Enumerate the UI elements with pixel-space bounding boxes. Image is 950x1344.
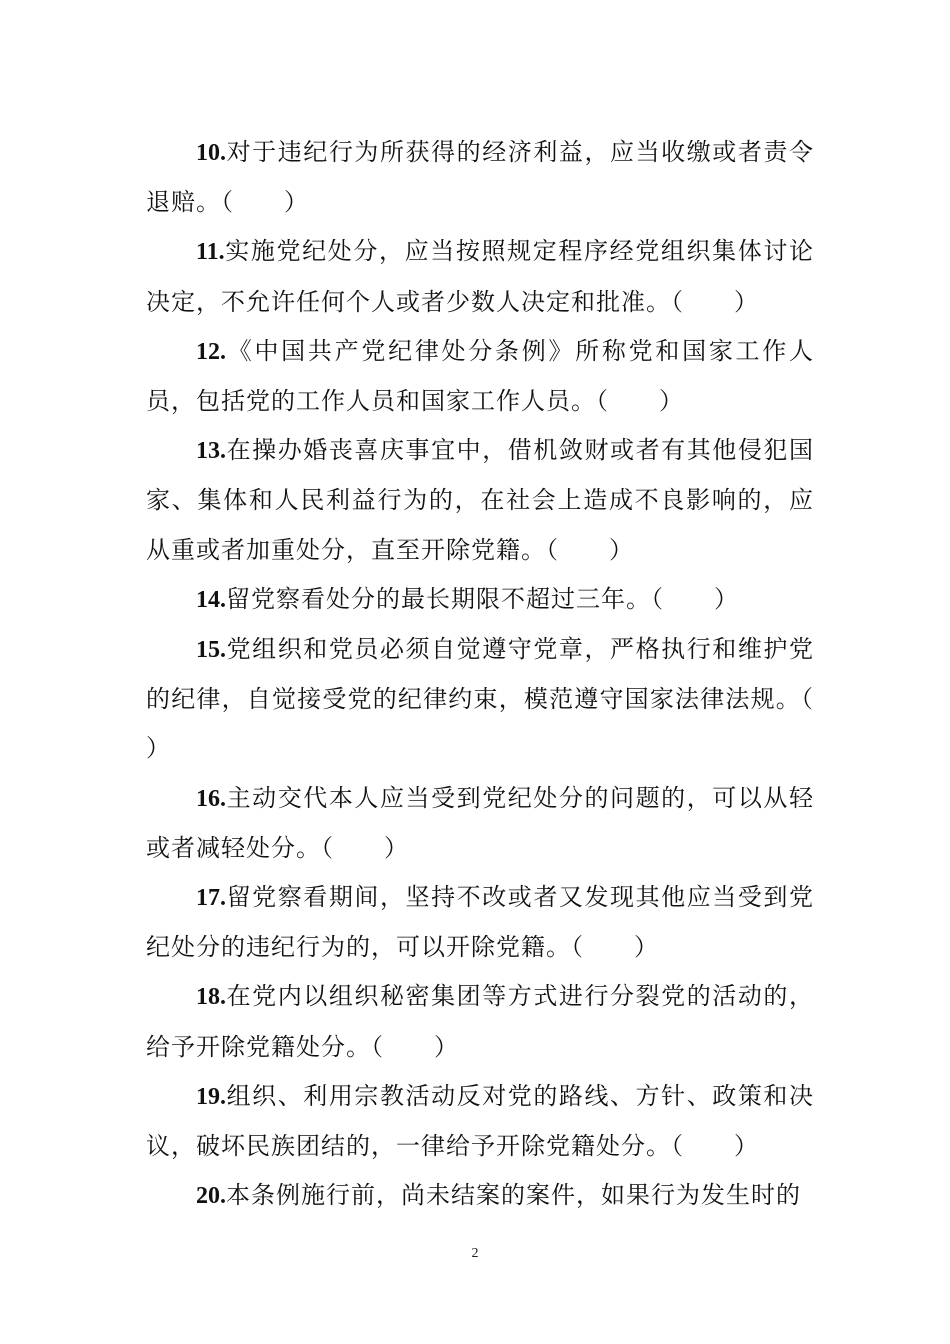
question-number: 20. [196,1183,226,1210]
question-17 [146,873,814,972]
question-16 [146,774,814,873]
question-19 [146,1072,814,1171]
question-18 [146,972,814,1071]
question-text: 在党内以组织秘密集团等方式进行分裂党的活动的，给予开除党籍处分。（ ） [146,982,814,1061]
question-text: 《中国共产党纪律处分条例》所称党和国家工作人员，包括党的工作人员和国家工作人员。（ ） [146,336,814,416]
question-text: 在操办婚丧喜庆事宜中，借机敛财或者有其他侵犯国家、集体和人民利益行为的，在社会上造成不良影响的，应从重或者加重处分，直至开除党籍。（ ） [146,436,814,564]
question-text: 本条例施行前，尚未结案的案件，如果行为发生时的 [226,1181,801,1210]
question-13 [146,426,814,575]
question-number: 16. [196,785,226,812]
question-number: 14. [196,586,226,613]
question-number: 12. [196,338,226,365]
question-20 [146,1171,814,1221]
question-text: 实施党纪处分，应当按照规定程序经党组织集体讨论决定，不允许任何个人或者少数人决定和批准。（ ） [146,237,814,316]
question-text: 组织、利用宗教活动反对党的路线、方针、政策和决议，破坏民族团结的，一律给予开除党籍处分。（ ） [146,1081,814,1161]
question-text: 留党察看期间，坚持不改或者又发现其他应当受到党纪处分的违纪行为的，可以开除党籍。（ ） [146,883,814,962]
question-number: 11. [196,239,225,266]
question-12 [146,327,814,426]
page-number: 2 [471,1246,479,1261]
question-text: 党组织和党员必须自觉遵守党章，严格执行和维护党的纪律，自觉接受党的纪律约束，模范遵守国家法律法规。（ ） [146,635,864,763]
question-number: 10. [196,140,226,166]
question-number: 19. [196,1083,226,1110]
question-10 [146,128,814,227]
question-number: 15. [196,637,226,664]
question-list [146,128,864,1221]
question-text: 留党察看处分的最长期限不超过三年。（ ） [226,584,739,613]
question-number: 17. [196,885,226,912]
question-number: 13. [196,438,226,465]
question-text: 主动交代本人应当受到党纪处分的问题的，可以从轻或者减轻处分。（ ） [146,783,814,862]
question-number: 18. [196,984,226,1011]
question-11 [146,227,814,326]
question-text: 对于违纪行为所获得的经济利益，应当收缴或者责令退赔。（ ） [146,138,814,217]
question-15 [146,625,864,774]
question-14 [146,575,814,625]
